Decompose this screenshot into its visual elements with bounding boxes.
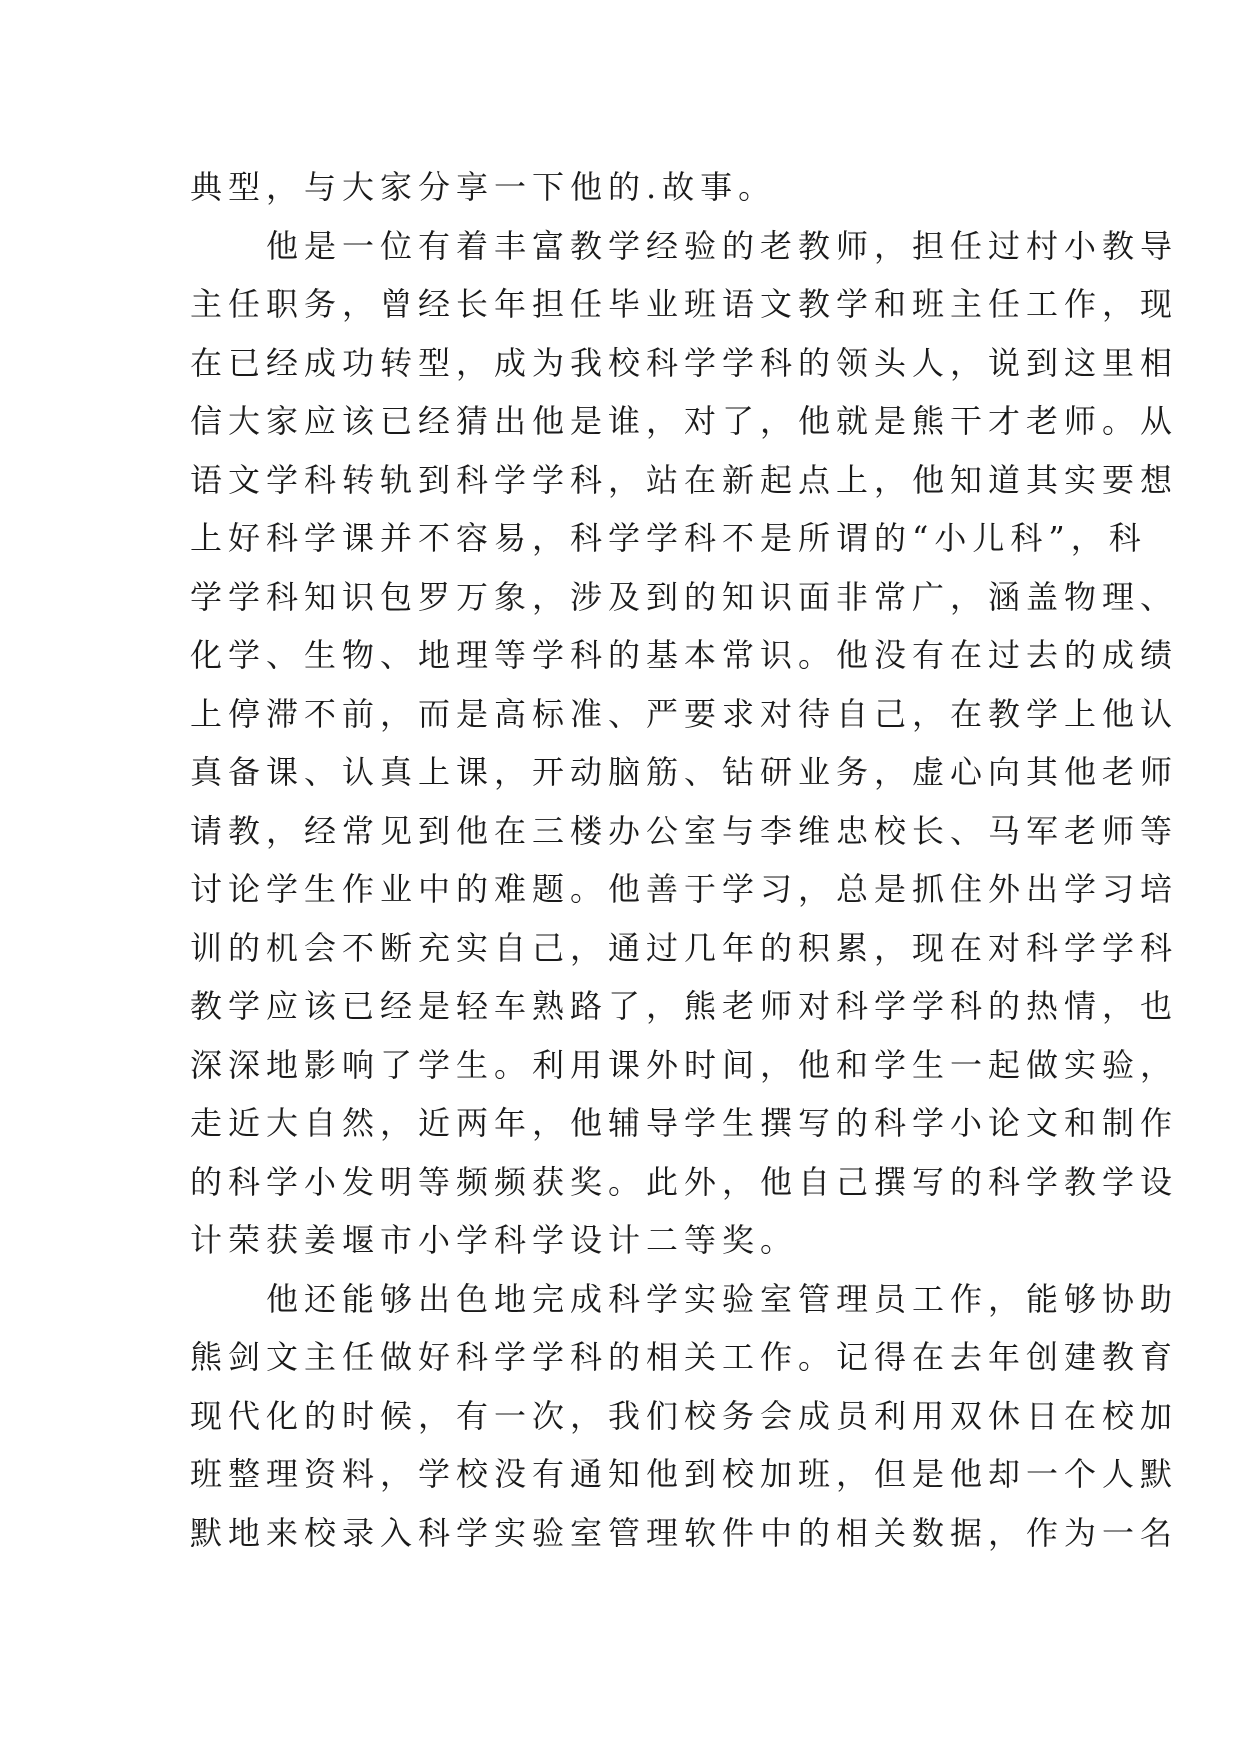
text-line: 主任职务，曾经长年担任毕业班语文教学和班主任工作，现 [190,285,1179,323]
text-line: 在已经成功转型，成为我校科学学科的领头人，说到这里相 [190,343,1179,382]
text-line: 深深地影响了学生。利用课外时间，他和学生一起做实验， [190,1045,1179,1084]
text-line: 讨论学生作业中的难题。他善于学习，总是抓住外出学习培 [190,870,1179,908]
text-line: 真备课、认真上课，开动脑筋、钻研业务，虚心向其他老师 [190,753,1179,791]
text-line: 上好科学课并不容易，科学学科不是所谓的“小儿科”，科 [190,519,1147,557]
text-line: 信大家应该已经猜出他是谁，对了，他就是熊干才老师。从 [190,402,1179,440]
text-line: 熊剑文主任做好科学学科的相关工作。记得在去年创建教育 [190,1338,1179,1376]
text-line: 语文学科转轨到科学学科，站在新起点上，他知道其实要想 [190,460,1179,499]
text-line: 默地来校录入科学实验室管理软件中的相关数据，作为一名 [190,1513,1179,1552]
text-line: 请教，经常见到他在三楼办公室与李维忠校长、马军老师等 [190,811,1179,850]
text-line: 训的机会不断充实自己，通过几年的积累，现在对科学学科 [190,928,1179,967]
text-line: 走近大自然，近两年，他辅导学生撰写的科学小论文和制作 [190,1104,1179,1142]
text-line: 计荣获姜堰市小学科学设计二等奖。 [190,1221,799,1259]
text-line: 的科学小发明等频频获奖。此外，他自己撰写的科学教学设 [190,1162,1179,1201]
text-line: 班整理资料，学校没有通知他到校加班，但是他却一个人默 [190,1455,1179,1493]
document-body [190,158,1179,1562]
text-line: 学学科知识包罗万象，涉及到的知识面非常广，涵盖物理、 [190,577,1179,616]
text-line: 上停滞不前，而是高标准、严要求对待自己，在教学上他认 [190,694,1179,733]
text-line: 他是一位有着丰富教学经验的老教师，担任过村小教导 [266,226,1179,265]
text-line: 他还能够出色地完成科学实验室管理员工作，能够协助 [266,1279,1179,1318]
text-line: 典型，与大家分享一下他的.故事。 [190,168,777,206]
text-line: 化学、生物、地理等学科的基本常识。他没有在过去的成绩 [190,636,1179,674]
text-line: 教学应该已经是轻车熟路了，熊老师对科学学科的热情，也 [190,987,1179,1025]
text-line: 现代化的时候，有一次，我们校务会成员利用双休日在校加 [190,1396,1179,1435]
